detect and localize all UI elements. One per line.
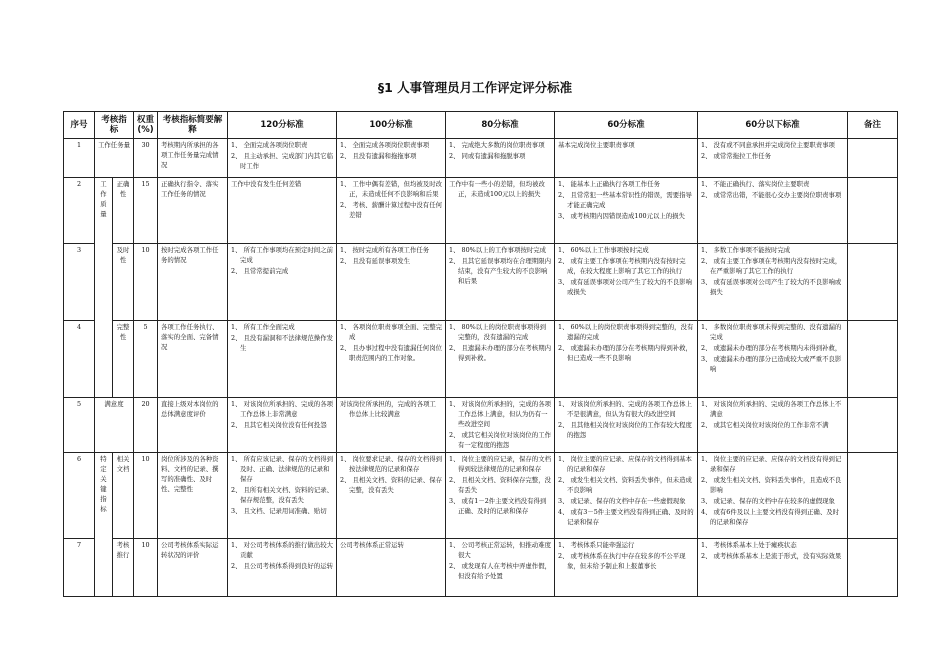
criteria-item: 3、 或遗漏未办理的部分已造成较大或严重不良影响 xyxy=(701,355,842,373)
criteria-cell-s80 xyxy=(446,453,555,539)
criteria-item: 工作中没有发生任何差错 xyxy=(231,180,302,188)
row-number: 6 xyxy=(64,453,95,539)
criteria-cell-s60below xyxy=(698,453,848,539)
weight-value: 10 xyxy=(134,539,158,597)
criteria-item: 2、 或其它相关岗位对该岗位的工作非常不满 xyxy=(701,421,829,429)
criteria-item: 1、 工作中偶有差错，但均被及时改正，未造成任何不良影响和后果 xyxy=(340,180,442,198)
criteria-item: 1、 各项岗位职责事项全面、完整完成 xyxy=(340,323,442,341)
indicator-explanation: 直接上级对本岗位的总体满意度评价 xyxy=(158,398,228,453)
header-explain: 考核指标简要解释 xyxy=(158,112,228,139)
criteria-item: 2、 考核、薪酬计算过程中没有任何差错 xyxy=(340,201,442,219)
criteria-cell-s60 xyxy=(555,178,698,244)
criteria-item: 2、 或有主要工作事项在考核期内没有按时完成，在较大程度上影响了其它工作的执行 xyxy=(558,257,686,275)
table-row xyxy=(64,139,898,178)
criteria-item: 1、 60%以上的岗位职责事项得到完整的，没有遗漏的完成 xyxy=(558,323,694,341)
criteria-cell-s60below xyxy=(698,539,848,597)
indicator-name: 工作任务量 xyxy=(95,139,134,178)
criteria-cell-s100 xyxy=(337,453,446,539)
criteria-item: 2、 且没有延误事项发生 xyxy=(340,257,411,265)
criteria-item: 2、 且没有漏洞和不法律规范操作发生 xyxy=(231,334,333,352)
criteria-cell-s120 xyxy=(228,321,337,398)
criteria-item: 1、 完成绝大多数的岗位职责事项 xyxy=(449,141,545,149)
criteria-item: 1、 所有工作事项均在预定时间之前完成 xyxy=(231,246,333,264)
header-60: 60分标准 xyxy=(555,112,698,139)
header-120: 120分标准 xyxy=(228,112,337,139)
criteria-item: 2、 且所有相关文档、资料的记录、保存规范整，没有丢失 xyxy=(231,486,333,504)
weight-value: 30 xyxy=(134,139,158,178)
table-row xyxy=(64,453,898,539)
criteria-item: 2、 且相关文档、资料的记录、保存完整，没有丢失 xyxy=(340,476,442,494)
criteria-cell-s60 xyxy=(555,139,698,178)
indicator-explanation: 考核期内所承担的各项工作任务量完成情况 xyxy=(158,139,228,178)
criteria-item: 4、 或有6件及以上主要文档没有得到正确、及时的记录和保存 xyxy=(701,508,839,526)
criteria-item: 1、 岗位要求记录、保存的文档得到按法律规范的记录和保存 xyxy=(340,455,442,473)
criteria-cell-s80 xyxy=(446,398,555,453)
table-row xyxy=(64,398,898,453)
criteria-cell-s120 xyxy=(228,453,337,539)
criteria-item: 1、 岗位主要的应记录、应保存的文档得到基本的记录和保存 xyxy=(558,455,692,473)
criteria-item: 1、 岗位主要的应记录、应保存的文档没有得到记录和保存 xyxy=(701,455,842,473)
criteria-cell-s80 xyxy=(446,178,555,244)
criteria-cell-s80 xyxy=(446,244,555,321)
criteria-item: 3、 或有延误事项对公司产生了较大的不良影响或损失 xyxy=(701,278,842,296)
note-cell xyxy=(848,244,898,321)
criteria-item: 2、 或考核体系在执行中存在较多的不公平现象，但未给予制止和上报董事长 xyxy=(558,552,686,570)
criteria-cell-s120 xyxy=(228,244,337,321)
criteria-item: 2、 且其他相关岗位对该岗位的工作有较大程度的抱怨 xyxy=(558,421,692,439)
indicator-name: 相关文档 xyxy=(113,453,134,539)
criteria-item: 1、 考核体系基本上处于瘫痪状态 xyxy=(701,541,797,549)
table-row xyxy=(64,244,898,321)
criteria-cell-s120 xyxy=(228,178,337,244)
criteria-item: 1、 对公司考核体系的推行做出较大贡献 xyxy=(231,541,333,559)
note-cell xyxy=(848,178,898,244)
criteria-item: 基本完成岗位主要职责事项 xyxy=(558,141,635,149)
criteria-item: 2、 或常常拖拉工作任务 xyxy=(701,152,772,160)
indicator-explanation: 岗位所涉及的各种资料、文档的记录、撰写的准确性、及时性、完整性 xyxy=(158,453,228,539)
criteria-cell-s60below xyxy=(698,244,848,321)
criteria-item: 3、 或有1－2件主要文档没有得到正确、及时的记录和保存 xyxy=(449,497,547,515)
criteria-item: 2、 或遗漏未办理的部分在考核期内得到补救，但已造成一些不良影响 xyxy=(558,344,692,362)
criteria-item: 3、 或记录、保存的文档中存在较多的虚假现象 xyxy=(701,497,835,505)
criteria-item: 2、 且其它延误事项均在合理期限内结束，没有产生较大的不良影响和后果 xyxy=(449,257,551,285)
criteria-cell-s60 xyxy=(555,398,698,453)
header-weight: 权重(%) xyxy=(134,112,158,139)
group-label: 特定关键指标 xyxy=(95,453,113,597)
header-60-below: 60分以下标准 xyxy=(698,112,848,139)
criteria-item: 对该岗位所承担的，完成的各项工作总体上比较满意 xyxy=(340,400,436,418)
criteria-item: 2、 且没有遗漏和拖拖事项 xyxy=(340,152,417,160)
criteria-cell-s100 xyxy=(337,321,446,398)
row-number: 5 xyxy=(64,398,95,453)
criteria-item: 1、 全面完成各项岗位职责 xyxy=(231,141,308,149)
criteria-cell-s80 xyxy=(446,139,555,178)
indicator-name: 满意度 xyxy=(95,398,134,453)
criteria-cell-s60below xyxy=(698,398,848,453)
criteria-item: 1、 多数工作事项不能按时完成 xyxy=(701,246,791,254)
criteria-item: 2、 或发现有人在考核中弄虚作假，但没有给予处置 xyxy=(449,562,551,580)
table-row xyxy=(64,321,898,398)
criteria-item: 1、 对该岗位所承担的、完成的各项工作总体上非常满意 xyxy=(231,400,333,418)
criteria-item: 2、 或遗漏未办理的部分在考核期内未得到补救， xyxy=(701,344,842,352)
header-no: 序号 xyxy=(64,112,95,139)
criteria-item: 1、 60%以上工作事项按时完成 xyxy=(558,246,649,254)
indicator-explanation: 各项工作任务执行、落实的全面、完备情况 xyxy=(158,321,228,398)
criteria-item: 1、 对该岗位所承担的，完成的各项工作总体上满意，但认为仍有一些改进空间 xyxy=(449,400,551,428)
criteria-item: 2、 同或有遗漏和拖脱事项 xyxy=(449,152,526,160)
criteria-item: 1、 80%以上的工作事项按时完成 xyxy=(449,246,547,254)
criteria-item: 1、 考核体系只能牵强运行 xyxy=(558,541,635,549)
criteria-item: 2、 且常常提前完成 xyxy=(231,267,289,275)
criteria-item: 1、 80%以上的岗位职责事项得到完整的，没有遗漏的完成 xyxy=(449,323,547,341)
criteria-item: 2、 且其它相关岗位没有任何投怨 xyxy=(231,421,327,429)
criteria-item: 4、 或有3－5件主要文档没有得到正确、及时的记录和保存 xyxy=(558,508,694,526)
table-row xyxy=(64,539,898,597)
note-cell xyxy=(848,539,898,597)
criteria-item: 2、 且公司考核体系得到良好的运转 xyxy=(231,562,333,570)
criteria-item: 1、 所有工作全面完成 xyxy=(231,323,295,331)
criteria-cell-s120 xyxy=(228,398,337,453)
header-100: 100分标准 xyxy=(337,112,446,139)
criteria-item: 公司考核体系正常运转 xyxy=(340,541,404,549)
weight-value: 10 xyxy=(134,244,158,321)
weight-value: 10 xyxy=(134,453,158,539)
criteria-cell-s100 xyxy=(337,539,446,597)
document-title: §1 人事管理员月工作评定评分标准 xyxy=(377,80,573,95)
criteria-cell-s60 xyxy=(555,244,698,321)
criteria-cell-s60below xyxy=(698,178,848,244)
criteria-cell-s100 xyxy=(337,139,446,178)
indicator-name: 考核推行 xyxy=(113,539,134,597)
criteria-cell-s100 xyxy=(337,178,446,244)
row-number: 1 xyxy=(64,139,95,178)
criteria-item: 3、 且文档、记录用词准确、贴切 xyxy=(231,507,327,515)
header-indicator: 考核指标 xyxy=(95,112,134,139)
criteria-item: 2、 或发生相关文档、资料丢失事件，但未造成不良影响 xyxy=(558,476,692,494)
criteria-item: 2、 且相关文档、资料保存完整，没有丢失 xyxy=(449,476,551,494)
criteria-item: 1、 没有或不同意承担并完成岗位主要职责事项 xyxy=(701,141,835,149)
note-cell xyxy=(848,139,898,178)
row-number: 7 xyxy=(64,539,95,597)
criteria-item: 1、 岗位主要的应记录，保存的文档得到较法律规范的记录和保存 xyxy=(449,455,551,473)
criteria-cell-s60below xyxy=(698,139,848,178)
criteria-cell-s120 xyxy=(228,139,337,178)
criteria-item: 2、 或其它相关岗位对该岗位的工作有一定程度的抱怨 xyxy=(449,431,551,449)
criteria-item: 3、 或有延误事项对公司产生了较大的不良影响或损失 xyxy=(558,278,692,296)
criteria-cell-s60below xyxy=(698,321,848,398)
table-body xyxy=(64,112,898,597)
weight-value: 15 xyxy=(134,178,158,244)
criteria-item: 2、 且办事过程中没有遗漏任何岗位职责范围内的工作对象。 xyxy=(340,344,442,362)
criteria-item: 1、 对该岗位所承担的、完成的各项工作总体上不满意 xyxy=(701,400,842,418)
indicator-name: 及时性 xyxy=(113,244,134,321)
table-row xyxy=(64,178,898,244)
evaluation-table xyxy=(63,111,898,597)
criteria-item: 2、 或有主要工作事项在考核期内没有按时完成，在严重影响了其它工作的执行 xyxy=(701,257,842,275)
criteria-cell-s120 xyxy=(228,539,337,597)
criteria-cell-s60 xyxy=(555,321,698,398)
criteria-item: 1、 全面完成各项岗位职责事项 xyxy=(340,141,430,149)
indicator-explanation: 按时完成各项工作任务的情况 xyxy=(158,244,228,321)
criteria-item: 1、 按时完成所有各项工作任务 xyxy=(340,246,430,254)
criteria-item: 2、 且常常犯一些基本常识性的错误，需要指导才能正确完成 xyxy=(558,191,692,209)
criteria-item: 3、 或考核期内因错误造成100元以上的损失 xyxy=(558,212,685,220)
indicator-explanation: 公司考核体系实际运转状况的评价 xyxy=(158,539,228,597)
indicator-explanation: 正确执行指令、落实工作任务的情况 xyxy=(158,178,228,244)
note-cell xyxy=(848,321,898,398)
note-cell xyxy=(848,453,898,539)
header-80: 80分标准 xyxy=(446,112,555,139)
criteria-item: 2、 或常常出错，不能很心交办主要岗位职责事项 xyxy=(701,191,842,199)
row-number: 4 xyxy=(64,321,95,398)
indicator-name: 完整性 xyxy=(113,321,134,398)
criteria-item: 1、 多数岗位职责事项未得到完整的、没有遗漏的完成 xyxy=(701,323,842,341)
criteria-cell-s100 xyxy=(337,244,446,321)
indicator-name: 正确性 xyxy=(113,178,134,244)
criteria-cell-s60 xyxy=(555,539,698,597)
note-cell xyxy=(848,398,898,453)
row-number: 2 xyxy=(64,178,95,244)
criteria-item: 2、 或考核体系基本上是流于形式，没有实际效果 xyxy=(701,552,842,560)
criteria-item: 2、 且主动承担、完成部门内其它临时工作 xyxy=(231,152,333,170)
criteria-item: 工作中有一些小的差错，但均被改正，未造成100元以上的损失 xyxy=(449,180,545,198)
criteria-item: 1、 对该岗位所承担的、完成的各项工作总体上不是很满意，但认为有很大的改进空间 xyxy=(558,400,692,418)
header-row xyxy=(64,112,898,139)
criteria-item: 2、 或发生相关文档、资料丢失事件，且造成不良影响 xyxy=(701,476,842,494)
criteria-cell-s80 xyxy=(446,539,555,597)
row-number: 3 xyxy=(64,244,95,321)
criteria-item: 1、 公司考核正常运转，但推动难度很大 xyxy=(449,541,551,559)
criteria-item: 1、 能基本上正确执行各项工作任务 xyxy=(558,180,660,188)
criteria-item: 3、 或记录、保存的文档中存在一些虚假现象 xyxy=(558,497,686,505)
criteria-cell-s100 xyxy=(337,398,446,453)
weight-value: 5 xyxy=(134,321,158,398)
criteria-cell-s80 xyxy=(446,321,555,398)
header-note: 备注 xyxy=(848,112,898,139)
criteria-cell-s60 xyxy=(555,453,698,539)
criteria-item: 2、 且遗漏未办理的部分在考核期内得到补救。 xyxy=(449,344,551,362)
group-label: 工作质量 xyxy=(95,178,113,398)
criteria-item: 1、 不能正确执行、落实岗位主要职责 xyxy=(701,180,810,188)
criteria-item: 1、 所有应该记录、保存的文档得到及时、正确、法律规范的记录和保存 xyxy=(231,455,333,483)
weight-value: 20 xyxy=(134,398,158,453)
